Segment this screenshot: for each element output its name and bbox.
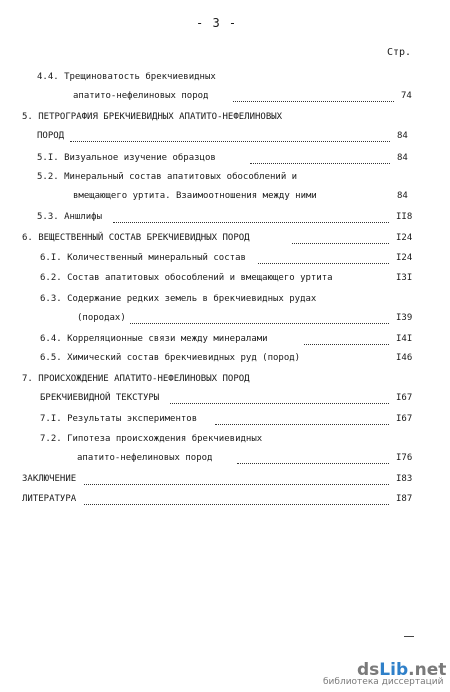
page-number: - 3 - <box>196 16 238 30</box>
dot-leader <box>304 344 389 345</box>
toc-entry-6-4-page: I4I <box>396 334 413 344</box>
toc-entry-5-line-2: ПОРОД <box>37 131 65 141</box>
dot-leader <box>258 263 389 264</box>
toc-entry-6: 6. ВЕЩЕСТВЕННЫЙ СОСТАВ БРЕКЧИЕВИДНЫХ ПОРОД <box>22 233 250 243</box>
scan-mark <box>404 636 414 637</box>
dot-leader <box>170 403 389 404</box>
logo-net: .net <box>408 660 447 680</box>
toc-entry-5-page: 84 <box>397 131 408 141</box>
toc-entry-5-2-page: 84 <box>397 191 408 201</box>
dot-leader <box>84 484 389 485</box>
toc-entry-6-5-page: I46 <box>396 353 413 363</box>
dot-leader <box>233 101 394 102</box>
toc-entry-7-2-page: I76 <box>396 453 413 463</box>
toc-entry-5-2-line-2: вмещающего уртита. Взаимоотношения между ними <box>73 191 317 201</box>
dot-leader <box>130 323 389 324</box>
watermark-subtitle: библиотека диссертаций <box>323 677 444 687</box>
logo-lib: Lib <box>379 660 409 680</box>
dot-leader <box>113 222 389 223</box>
toc-entry-7-line-2: БРЕКЧИЕВИДНОЙ ТЕКСТУРЫ <box>40 393 160 403</box>
toc-entry-5-3: 5.3. Аншлифы <box>37 212 103 222</box>
page-column-label: Стр. <box>387 47 412 58</box>
toc-entry-6-1-page: I24 <box>396 253 413 263</box>
logo-ds: ds <box>357 660 380 680</box>
toc-entry-6-3-page: I39 <box>396 313 413 323</box>
toc-entry-7-page: I67 <box>396 393 413 403</box>
toc-entry-7-1-page: I67 <box>396 414 413 424</box>
toc-entry-references-page: I87 <box>396 494 413 504</box>
toc-entry-6-4: 6.4. Корреляционные связи между минералами <box>40 334 268 344</box>
toc-entry-6-3-line-1: 6.3. Содержание редких земель в брекчиевидных рудах <box>40 294 317 304</box>
toc-entry-7-line-1: 7. ПРОИСХОЖДЕНИЕ АПАТИТО-НЕФЕЛИНОВЫХ ПОРОД <box>22 374 250 384</box>
toc-entry-6-1: 6.I. Количественный минеральный состав <box>40 253 246 263</box>
dot-leader <box>215 424 389 425</box>
dot-leader <box>237 463 389 464</box>
toc-entry-5-1: 5.I. Визуальное изучение образцов <box>37 153 216 163</box>
toc-entry-5-1-page: 84 <box>397 153 408 163</box>
toc-entry-4-4-line-1: 4.4. Трещиноватость брекчиевидных <box>37 72 216 82</box>
toc-entry-4-4-line-2: апатито-нефелиновых пород <box>73 91 209 101</box>
toc-entry-conclusion-page: I83 <box>396 474 413 484</box>
toc-entry-6-5: 6.5. Химический состав брекчиевидных руд (пород) <box>40 353 301 363</box>
dot-leader <box>84 504 389 505</box>
toc-entry-6-3-line-2: (породах) <box>77 313 126 323</box>
toc-entry-conclusion: ЗАКЛЮЧЕНИЕ <box>22 474 77 484</box>
toc-entry-5-line-1: 5. ПЕТРОГРАФИЯ БРЕКЧИЕВИДНЫХ АПАТИТО-НЕФЕЛИНОВЫХ <box>22 112 283 122</box>
toc-entry-6-page: I24 <box>396 233 413 243</box>
toc-entry-7-2-line-1: 7.2. Гипотеза происхождения брекчиевидных <box>40 434 263 444</box>
toc-entry-7-2-line-2: апатито-нефелиновых пород <box>77 453 213 463</box>
toc-entry-6-2: 6.2. Состав апатитовых обособлений и вмещающего уртита <box>40 273 333 283</box>
dot-leader <box>250 163 390 164</box>
toc-entry-6-2-page: I3I <box>396 273 413 283</box>
toc-entry-references: ЛИТЕРАТУРА <box>22 494 77 504</box>
dot-leader <box>70 141 390 142</box>
toc-entry-4-4-page: 74 <box>401 91 412 101</box>
toc-entry-7-1: 7.I. Результаты экспериментов <box>40 414 198 424</box>
toc-entry-5-2-line-1: 5.2. Минеральный состав апатитовых обособлений и <box>37 172 298 182</box>
dot-leader <box>292 243 389 244</box>
toc-entry-5-3-page: II8 <box>396 212 413 222</box>
